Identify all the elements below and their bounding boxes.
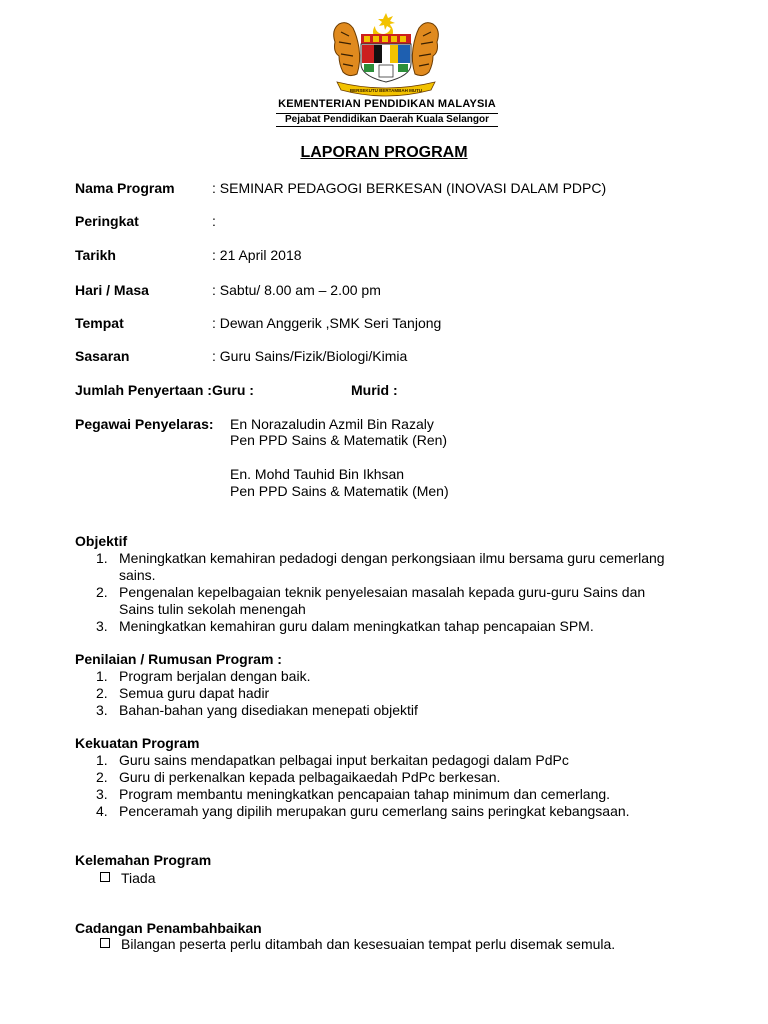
section-heading-cadangan: Cadangan Penambahbaikan: [75, 920, 262, 936]
list-number: 3.: [96, 618, 108, 634]
list-text: Bahan-bahan yang disediakan menepati objektif: [119, 702, 418, 718]
field-value-sasaran: : Guru Sains/Fizik/Biologi/Kimia: [212, 348, 408, 364]
list-text: Bilangan peserta perlu ditambah dan kesesuaian tempat perlu disemak semula.: [121, 936, 616, 952]
list-text: Penceramah yang dipilih merupakan guru cemerlang sains peringkat kebangsaan.: [119, 803, 630, 819]
ministry-name: KEMENTERIAN PENDIDIKAN MALAYSIA: [278, 98, 496, 110]
field-value-nama-program: : SEMINAR PEDAGOGI BERKESAN (INOVASI DALAM PDPC): [212, 180, 607, 196]
crest-motto: BERSEKUTU BERTAMBAH MUTU: [349, 88, 423, 93]
malaysia-coat-of-arms-logo: [327, 12, 445, 98]
field-label-murid: Murid :: [351, 382, 398, 398]
list-item: [96, 702, 679, 719]
list-number: 3.: [96, 786, 108, 802]
section-heading-objektif: Objektif: [75, 533, 128, 549]
section-heading-kekuatan: Kekuatan Program: [75, 735, 200, 751]
field-label-hari-masa: Hari / Masa: [75, 282, 149, 298]
list-number: 1.: [96, 752, 108, 768]
field-label-peringkat: Peringkat: [75, 213, 139, 229]
list-item: [96, 769, 679, 786]
field-value-hari-masa: : Sabtu/ 8.00 am – 2.00 pm: [212, 282, 381, 298]
square-bullet-icon: [100, 872, 110, 882]
field-label-sasaran: Sasaran: [75, 348, 130, 364]
list-item: [96, 786, 679, 803]
section-heading-penilaian: Penilaian / Rumusan Program :: [75, 651, 282, 667]
list-item: [100, 936, 615, 952]
field-value-peringkat: :: [212, 213, 216, 229]
officer-1-name: En Norazaludin Azmil Bin Razaly: [230, 416, 434, 432]
list-text: Program berjalan dengan baik.: [119, 668, 311, 684]
list-number: 1.: [96, 668, 108, 684]
field-label-pegawai-penyelaras: Pegawai Penyelaras:: [75, 416, 214, 432]
field-value-tarikh: : 21 April 2018: [212, 247, 302, 263]
section-heading-kelemahan: Kelemahan Program: [75, 852, 212, 868]
field-value-tempat: : Dewan Anggerik ,SMK Seri Tanjong: [212, 315, 442, 331]
list-text: Semua guru dapat hadir: [119, 685, 270, 701]
list-number: 1.: [96, 550, 108, 566]
list-number: 4.: [96, 803, 108, 819]
list-item: [96, 803, 679, 820]
list-text: Program membantu meningkatkan pencapaian tahap minimum dan cemerlang.: [119, 786, 611, 802]
officer-1-role: Pen PPD Sains & Matematik (Ren): [230, 432, 448, 448]
list-text: Pengenalan kepelbagaian teknik penyelesaian masalah kepada guru-guru Sains dan Sains tulin sekolah menengah: [119, 584, 646, 617]
officer-2-name: En. Mohd Tauhid Bin Ikhsan: [230, 466, 405, 482]
letterhead-rule-bottom: [276, 126, 498, 127]
list-text: Guru di perkenalkan kepada pelbagaikaedah PdPc berkesan.: [119, 769, 501, 785]
page-title: LAPORAN PROGRAM: [300, 144, 468, 161]
list-number: 2.: [96, 769, 108, 785]
field-label-tempat: Tempat: [75, 315, 124, 331]
field-label-nama-program: Nama Program: [75, 180, 175, 196]
list-number: 2.: [96, 584, 108, 600]
field-label-tarikh: Tarikh: [75, 247, 116, 263]
field-label-jumlah-penyertaan: Jumlah Penyertaan :Guru :: [75, 382, 254, 398]
list-item: [96, 550, 679, 584]
list-item: [96, 584, 679, 618]
list-text: Meningkatkan kemahiran guru dalam meningkatkan tahap pencapaian SPM.: [119, 618, 594, 634]
officer-2-role: Pen PPD Sains & Matematik (Men): [230, 483, 449, 499]
list-number: 2.: [96, 685, 108, 701]
square-bullet-icon: [100, 938, 110, 948]
list-number: 3.: [96, 702, 108, 718]
list-item: [96, 685, 679, 702]
list-text: Meningkatkan kemahiran pedadogi dengan perkongsiaan ilmu bersama guru cemerlang sains.: [119, 550, 665, 583]
list-item: [100, 870, 156, 886]
district-office-name: Pejabat Pendidikan Daerah Kuala Selangor: [285, 114, 489, 125]
list-item: [96, 618, 679, 635]
list-text: Tiada: [121, 870, 156, 886]
list-item: [96, 668, 679, 685]
list-text: Guru sains mendapatkan pelbagai input berkaitan pedagogi dalam PdPc: [119, 752, 569, 768]
list-item: [96, 752, 679, 769]
